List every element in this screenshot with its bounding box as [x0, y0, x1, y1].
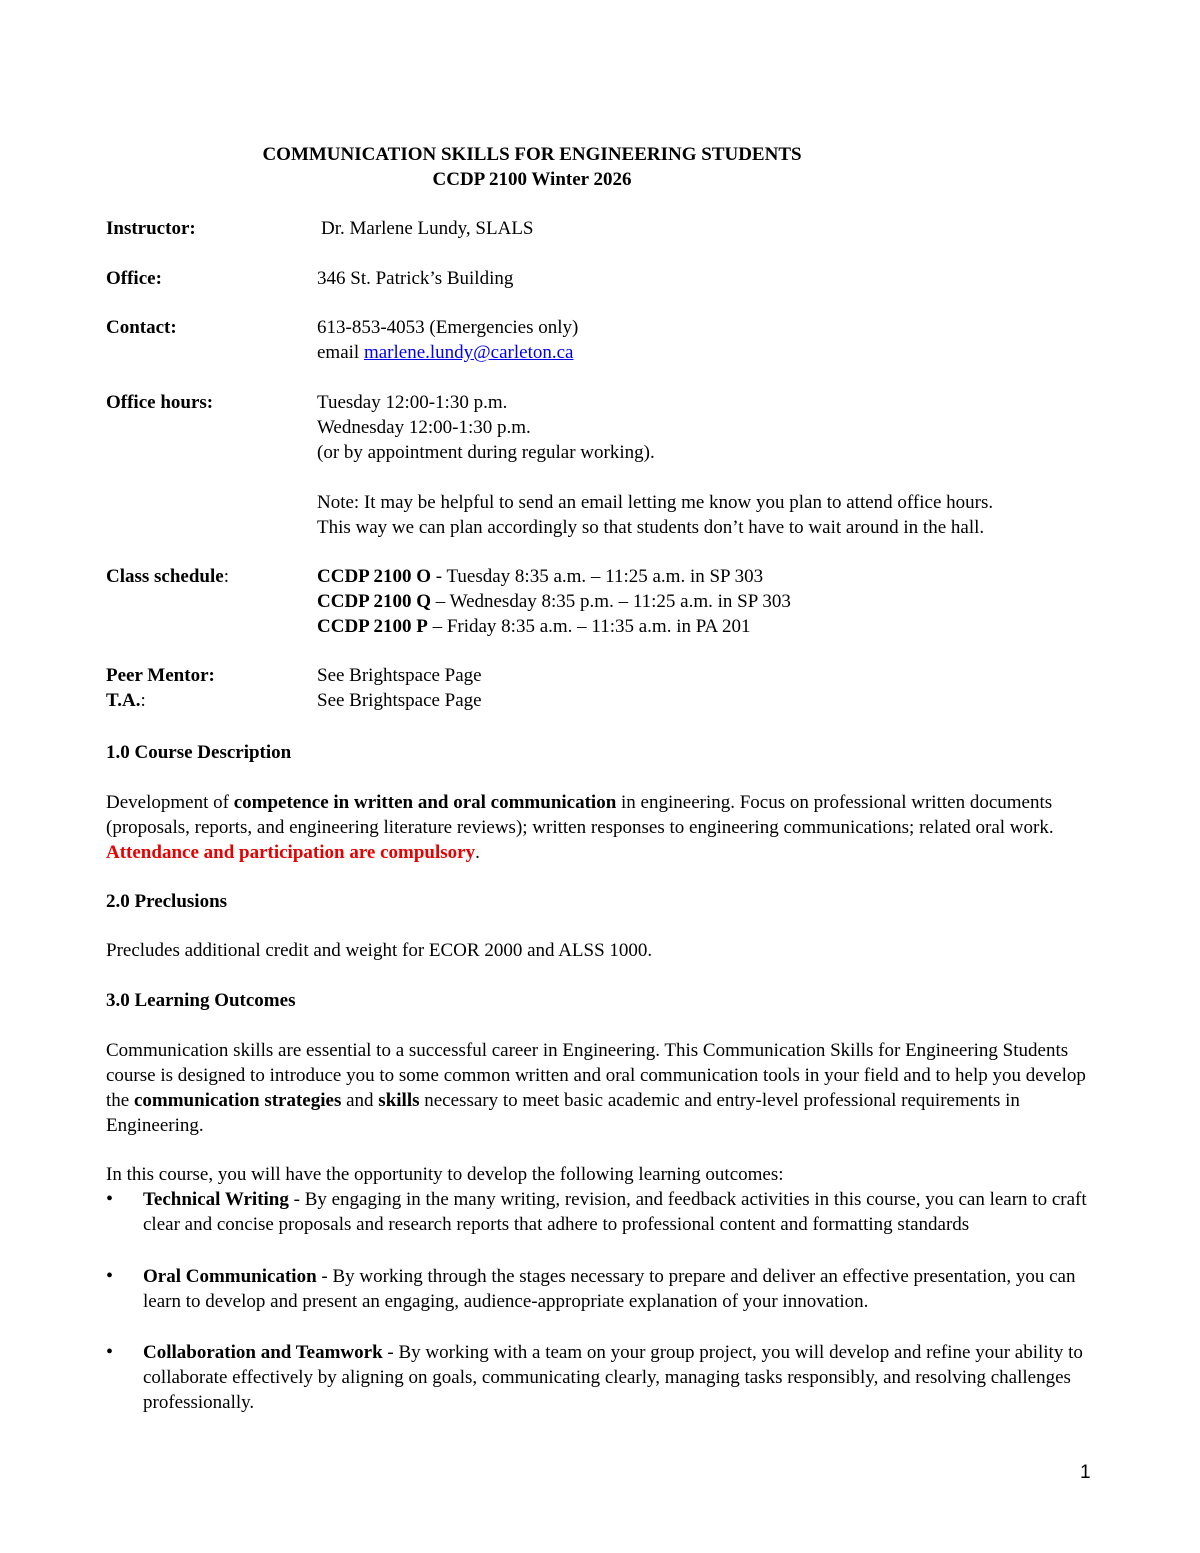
office-hours-row-2: [106, 415, 1106, 440]
office-row: [106, 266, 1106, 291]
schedule-code: CCDP 2100 Q: [317, 591, 431, 612]
ta-row: [106, 688, 1106, 713]
note-row-2: [106, 515, 1106, 540]
schedule-row-3: [106, 614, 1106, 639]
ta-value: See Brightspace Page: [317, 690, 482, 711]
instructor-row: [106, 216, 1106, 241]
instructor-value: Dr. Marlene Lundy, SLALS: [321, 218, 534, 239]
schedule-row-1: [106, 564, 1106, 589]
peer-mentor-value: See Brightspace Page: [317, 665, 482, 686]
section-2-heading: 2.0 Preclusions: [106, 891, 228, 912]
schedule-label: Class schedule:: [106, 566, 229, 587]
schedule-item: [317, 589, 791, 614]
contact-email-row: [106, 340, 1106, 365]
note-row-1: [106, 490, 1106, 515]
office-hours-line-3: (or by appointment during regular working).: [317, 442, 655, 463]
peer-mentor-row: [106, 663, 1106, 688]
office-hours-row: [106, 390, 1106, 415]
document-title: COMMUNICATION SKILLS FOR ENGINEERING STUDENTS: [262, 144, 802, 165]
office-hours-line-2: Wednesday 12:00-1:30 p.m.: [317, 417, 531, 438]
schedule-detail: – Wednesday 8:35 p.m. – 11:25 a.m. in SP 303: [431, 591, 791, 612]
outcome-technical-writing: Technical Writing - By engaging in the many writing, revision, and feedback activities in this course, you can learn to craft clear and concise proposals and research reports that adhere to professional content and formatting standards: [143, 1189, 1087, 1235]
office-value: 346 St. Patrick’s Building: [317, 268, 514, 289]
ta-label: T.A.:: [106, 690, 146, 711]
note-line-2: This way we can plan accordingly so that students don’t have to wait around in the hall.: [317, 517, 985, 538]
schedule-code: CCDP 2100 O: [317, 566, 431, 587]
schedule-row-2: [106, 589, 1106, 614]
learning-outcomes-intro: In this course, you will have the opportunity to develop the following learning outcomes:: [106, 1164, 784, 1185]
course-description: Development of competence in written and oral communication in engineering. Focus on professional written documents (proposals, reports, and engineering literature reviews); written responses to engineering communications; related oral work. Attendance and participation are compulsory.: [106, 792, 1054, 863]
bullet-icon: •: [106, 1265, 114, 1287]
schedule-item: [317, 614, 751, 639]
outcome-collaboration-teamwork: Collaboration and Teamwork - By working with a team on your group project, you will develop and refine your ability to collaborate effectively by aligning on goals, communicating clearly, managing tasks responsibly, and resolving challenges professionally.: [143, 1342, 1083, 1413]
instructor-label: Instructor:: [106, 218, 196, 239]
schedule-code: CCDP 2100 P: [317, 616, 428, 637]
office-hours-row-3: [106, 440, 1106, 465]
schedule-detail: – Friday 8:35 a.m. – 11:35 a.m. in PA 201: [427, 616, 751, 637]
bullet-icon: •: [106, 1188, 114, 1210]
contact-label: Contact:: [106, 317, 177, 338]
contact-email-link[interactable]: marlene.lundy@carleton.ca: [363, 342, 574, 363]
contact-phone: 613-853-4053 (Emergencies only): [317, 317, 579, 338]
contact-row: [106, 315, 1106, 340]
peer-mentor-label: Peer Mentor:: [106, 665, 215, 686]
bullet-icon: •: [106, 1341, 114, 1363]
preclusions-text: Precludes additional credit and weight for ECOR 2000 and ALSS 1000.: [106, 940, 653, 961]
contact-email-prefix: email: [317, 342, 364, 363]
attendance-notice: Attendance and participation are compulsory: [106, 842, 476, 863]
section-1-heading: 1.0 Course Description: [106, 742, 292, 763]
contact-email-line: [317, 340, 573, 365]
schedule-item: [317, 564, 763, 589]
document-subtitle: CCDP 2100 Winter 2026: [432, 169, 632, 190]
schedule-detail: - Tuesday 8:35 a.m. – 11:25 a.m. in SP 303: [431, 566, 764, 587]
office-hours-label: Office hours:: [106, 392, 214, 413]
outcome-oral-communication: Oral Communication - By working through the stages necessary to prepare and deliver an effective presentation, you can learn to develop and present an engaging, audience-appropriate explanation of your innovation.: [143, 1266, 1076, 1312]
office-label: Office:: [106, 268, 162, 289]
learning-outcomes-paragraph: Communication skills are essential to a successful career in Engineering. This Communication Skills for Engineering Students course is designed to introduce you to some common written and oral communication tools in your field and to help you develop the communication strategies and skills necessary to meet basic academic and entry-level professional requirements in Engineering.: [106, 1040, 1086, 1136]
note-line-1: Note: It may be helpful to send an email letting me know you plan to attend office hours.: [317, 492, 994, 513]
page-number: 1: [1080, 1462, 1091, 1483]
section-3-heading: 3.0 Learning Outcomes: [106, 990, 296, 1011]
office-hours-line-1: Tuesday 12:00-1:30 p.m.: [317, 392, 508, 413]
